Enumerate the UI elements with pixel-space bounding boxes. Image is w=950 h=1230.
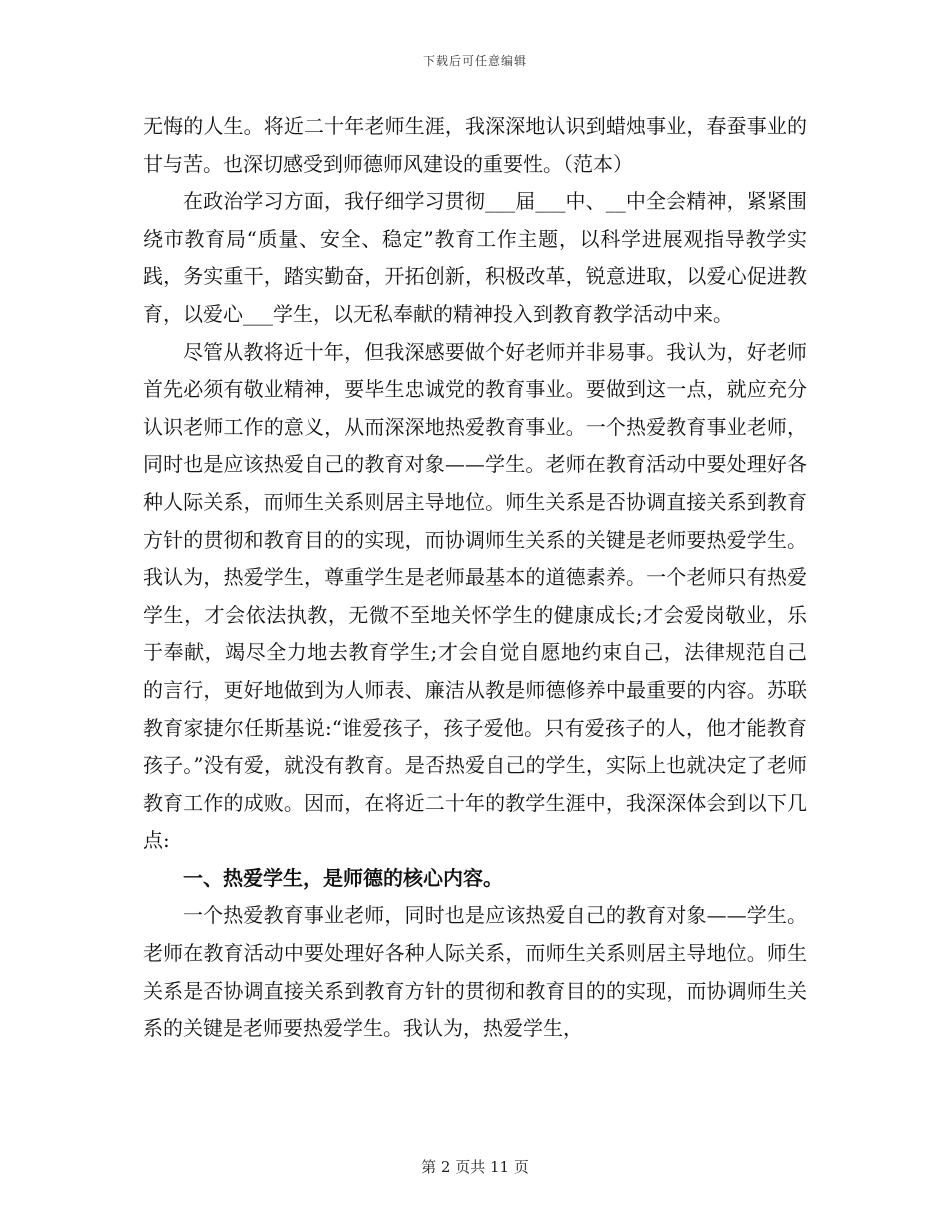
section-heading-love-students: 一、热爱学生，是师德的核心内容。 [183, 865, 503, 890]
paragraph-intro: 无悔的人生。将近二十年老师生涯，我深深地认识到蜡烛事业，春蚕事业的甘与苦。也深切感受到师德师风建设的重要性。（范本） [143, 114, 807, 176]
paragraph-good-teacher: 尽管从教将近十年，但我深感要做个好老师并非易事。我认为，好老师首先必须有敬业精神，要毕生忠诚党的教育事业。要做到这一点，就应充分认识老师工作的意义，从而深深地热爱教育事业。一个热爱教育事业老师，同时也是应该热爱自己的教育对象——学生。老师在教育活动中要处理好各种人际关系，而师生关系则居主导地位。师生关系是否协调直接关系到教育方针的贯彻和教育目的的实现，而协调师生关系的关键是老师要热爱学生。我认为，热爱学生，尊重学生是老师最基本的道德素养。一个老师只有热爱学生，才会依法执教，无微不至地关怀学生的健康成长;才会爱岗敬业，乐于奉献，竭尽全力地去教育学生;才会自觉自愿地约束自己，法律规范自己的言行，更好地做到为人师表、廉洁从教是师德修养中最重要的内容。苏联教育家捷尔任斯基说:“谁爱孩子，孩子爱他。只有爱孩子的人，他才能教育孩子。”没有爱，就没有教育。是否热爱自己的学生，实际上也就决定了老师教育工作的成败。因而，在将近二十年的教学生涯中，我深深体会到以下几点: [143, 339, 807, 853]
page-header: 下载后可任意编辑 [422, 54, 527, 68]
paragraph-love-students: 一个热爱教育事业老师，同时也是应该热爱自己的教育对象——学生。老师在教育活动中要处理好各种人际关系，而师生关系则居主导地位。师生关系是否协调直接关系到教育方针的贯彻和教育目的的实现，而协调师生关系的关键是老师要热爱学生。我认为，热爱学生， [143, 903, 807, 1041]
page-number-footer: 第 2 页共 11 页 [421, 1158, 529, 1176]
paragraph-political-study: 在政治学习方面，我仔细学习贯彻___届___中、__中全会精神，紧紧围绕市教育局“质量、安全、稳定”教育工作主题，以科学进展观指导教学实践，务实重干，踏实勤奋，开拓创新，积极改革，锐意进取，以爱心促进教育，以爱心___学生，以无私奉献的精神投入到教育教学活动中来。 [143, 189, 807, 326]
document-body [143, 108, 807, 1048]
